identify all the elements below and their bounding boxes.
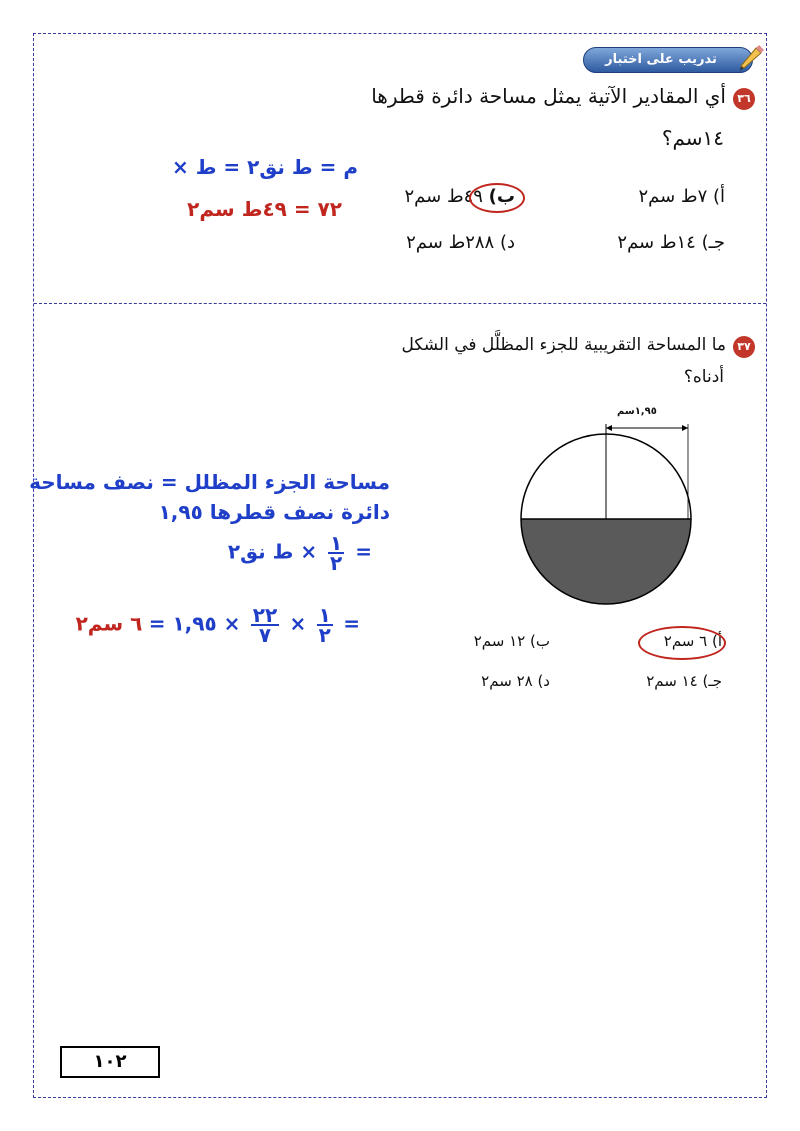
q36-solution-line2 bbox=[187, 197, 342, 221]
q37-line3-rest: × ط نق٢ bbox=[227, 539, 318, 564]
dimension-arrow-right bbox=[682, 425, 688, 431]
q36-solution-line2-value: ٧٢ = ٤٩ bbox=[262, 197, 342, 221]
pencil-icon bbox=[738, 42, 764, 72]
answer-circle-q37 bbox=[638, 626, 726, 660]
fraction-one-half-2: $\frac{١}{٢}$ bbox=[318, 603, 331, 647]
q37-line3-equals: = bbox=[355, 539, 372, 564]
q37-option-b: ب) ١٢ سم٢ bbox=[473, 632, 550, 650]
q37-line4-result: ٦ سم٢ bbox=[75, 611, 143, 636]
q36-option-c: جـ) ١٤ط سم٢ bbox=[617, 232, 725, 253]
semicircle-figure bbox=[510, 400, 710, 620]
fraction-22-over-7: $\frac{٢٢}{٧}$ bbox=[252, 603, 278, 647]
test-practice-badge: تدريب على اختبار bbox=[583, 47, 753, 73]
question-number-37: ٣٧ bbox=[733, 336, 755, 358]
q37-solution-line3 bbox=[227, 531, 372, 575]
q37-line4-equals: = bbox=[343, 611, 360, 636]
q37-line4-value: × ١,٩٥ = bbox=[148, 611, 241, 636]
question-number-36: ٣٦ bbox=[733, 88, 755, 110]
q37-solution-line2: دائرة نصف قطرها ١,٩٥ bbox=[158, 500, 390, 524]
q37-text-line2: أدناه؟ bbox=[683, 367, 724, 387]
q36-option-b-value: ٤٩ط سم٢ bbox=[404, 186, 483, 207]
q36-option-d: د) ٢٨٨ط سم٢ bbox=[406, 232, 515, 253]
section-divider bbox=[34, 303, 766, 304]
page-number: ١٠٢ bbox=[60, 1046, 160, 1078]
shaded-half-circle bbox=[521, 519, 691, 604]
q36-text-line1: أي المقادير الآتية يمثل مساحة دائرة قطرها bbox=[371, 84, 726, 108]
q37-option-d: د) ٢٨ سم٢ bbox=[481, 672, 550, 690]
q37-option-a: أ) ٦ سم٢ bbox=[663, 632, 722, 650]
q36-solution-line1: م = ط نق٢ = ط × bbox=[171, 155, 358, 179]
fraction-one-half: $\frac{١}{٢}$ bbox=[330, 531, 343, 575]
q37-option-c: جـ) ١٤ سم٢ bbox=[646, 672, 722, 690]
q36-option-b-label: ب) bbox=[488, 186, 515, 207]
dimension-arrow-left bbox=[606, 425, 612, 431]
q36-solution-line2-unit: ط سم٢ bbox=[187, 197, 263, 221]
q37-line4-times: × bbox=[289, 611, 307, 636]
q37-text-line1: ما المساحة التقريبية للجزء المظلَّل في الشكل bbox=[401, 335, 726, 355]
q37-solution-line4 bbox=[75, 603, 360, 647]
answer-circle-q36 bbox=[469, 183, 525, 213]
q36-text-line2: ١٤سم؟ bbox=[661, 126, 724, 150]
radius-dimension-label: ١,٩٥سم bbox=[617, 406, 657, 417]
q36-option-a: أ) ٧ط سم٢ bbox=[638, 186, 725, 207]
q37-solution-line1: مساحة الجزء المظلل = نصف مساحة bbox=[29, 470, 390, 494]
